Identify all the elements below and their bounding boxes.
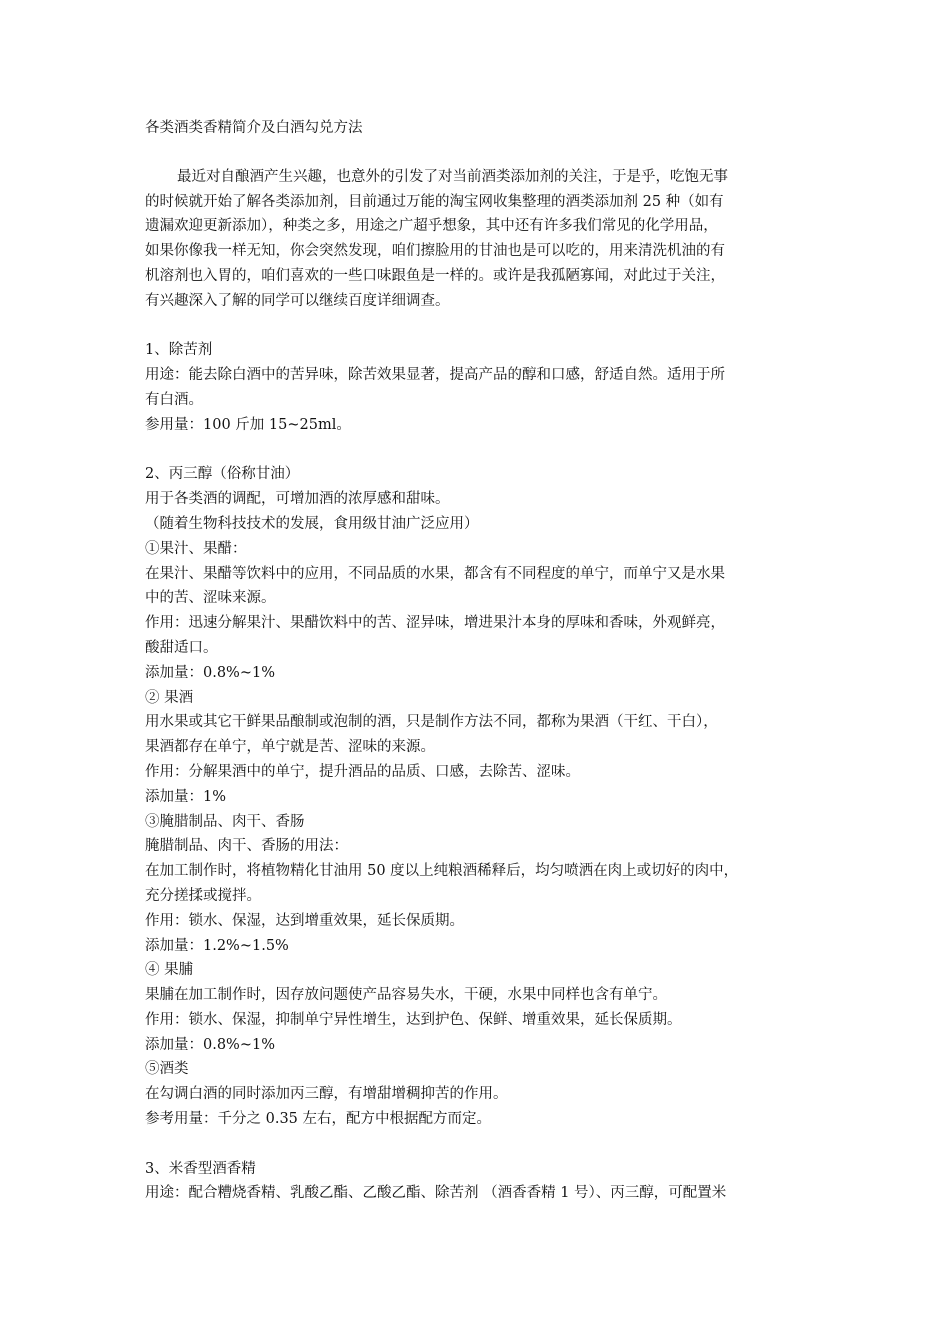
section-line: 作用：分解果酒中的单宁，提升酒品的品质、口感，去除苦、涩味。 [145, 763, 580, 780]
section-line: 在勾调白酒的同时添加丙三醇，有增甜增稠抑苦的作用。 [145, 1086, 508, 1103]
section-line: 添加量：1% [145, 788, 227, 805]
section-line: 用水果或其它干鲜果品酿制或泡制的酒，只是制作方法不同，都称为果酒（干红、干白）， [145, 714, 718, 731]
section-line: 在加工制作时，将植物精化甘油用 50 度以上纯粮酒稀释后，均匀喷洒在肉上或切好的肉中， [145, 863, 739, 880]
section-line: 充分搓揉或搅拌。 [145, 887, 261, 904]
section-line: 果酒都存在单宁，单宁就是苦、涩味的来源。 [145, 739, 435, 756]
section-line: 作用：锁水、保湿，抑制单宁异性增生，达到护色、保鲜、增重效果，延长保质期。 [145, 1011, 682, 1028]
section-heading: 2、丙三醇（俗称甘油） [145, 466, 300, 483]
section-line: 用于各类酒的调配，可增加酒的浓厚感和甜味。 [145, 491, 450, 508]
intro-line: 如果你像我一样无知，你会突然发现，咱们擦脸用的甘油也是可以吃的，用来清洗机油的有 [145, 243, 725, 260]
section-line: 作用：锁水、保湿，达到增重效果，延长保质期。 [145, 912, 464, 929]
section-line: 果脯在加工制作时，因存放问题使产品容易失水，干硬，水果中同样也含有单宁。 [145, 987, 667, 1004]
section-line: 添加量：0.8%~1% [145, 1036, 275, 1053]
intro-line: 的时候就开始了解各类添加剂，目前通过万能的淘宝网收集整理的酒类添加剂 25 种（如有 [145, 193, 724, 210]
section-line: 用途：配合糟烧香精、乳酸乙酯、乙酸乙酯、除苦剂 （酒香香精 1 号）、丙三醇，可配置米 [145, 1185, 727, 1202]
document-title: 各类酒类香精简介及白酒勾兑方法 [145, 120, 363, 136]
section-line: 参用量：100 斤加 15~25ml。 [145, 416, 351, 433]
section-heading: 3、米香型酒香精 [145, 1160, 256, 1177]
intro-line: 有兴趣深入了解的同学可以继续百度详细调查。 [145, 292, 450, 309]
section-line: 参考用量：千分之 0.35 左右，配方中根据配方而定。 [145, 1111, 492, 1128]
paragraph-gap [145, 314, 805, 339]
intro-line: 最近对自酿酒产生兴趣，也意外的引发了对当前酒类添加剂的关注，于是乎，吃饱无事 [177, 168, 728, 185]
section-line: 添加量：1.2%~1.5% [145, 937, 289, 954]
subsection-heading: ② 果酒 [145, 689, 194, 706]
section-line: 酸甜适口。 [145, 639, 218, 656]
section-line: （随着生物科技技术的发展，食用级甘油广泛应用） [145, 515, 479, 532]
paragraph-gap [145, 1132, 805, 1157]
subsection-heading: ①果汁、果醋： [145, 540, 247, 557]
section-line: 用途：能去除白酒中的苦异味，除苦效果显著，提高产品的醇和口感，舒适自然。适用于所 [145, 367, 725, 384]
section-line: 中的苦、涩味来源。 [145, 590, 276, 607]
section-line: 腌腊制品、肉干、香肠的用法： [145, 838, 348, 855]
intro-line: 机溶剂也入胃的，咱们喜欢的一些口味跟鱼是一样的。或许是我孤陋寡闻，对此过于关注， [145, 267, 725, 284]
intro-paragraph [145, 165, 805, 314]
section-line: 作用：迅速分解果汁、果醋饮料中的苦、涩异味，增进果汁本身的厚味和香味，外观鲜亮， [145, 615, 725, 632]
subsection-heading: ④ 果脯 [145, 962, 194, 979]
intro-line: 遗漏欢迎更新添加），种类之多，用途之广超乎想象，其中还有许多我们常见的化学用品， [145, 218, 718, 235]
section-glycerol [145, 462, 805, 1132]
section-rice-flavor-essence [145, 1157, 805, 1207]
section-line: 有白酒。 [145, 391, 203, 408]
document-body [145, 116, 805, 1206]
subsection-heading: ③腌腊制品、肉干、香肠 [145, 813, 305, 830]
section-debittering-agent [145, 338, 805, 437]
subsection-heading: ⑤酒类 [145, 1061, 189, 1078]
paragraph-gap [145, 438, 805, 463]
section-heading: 1、除苦剂 [145, 342, 213, 359]
section-line: 添加量：0.8%~1% [145, 664, 275, 681]
section-line: 在果汁、果醋等饮料中的应用，不同品质的水果，都含有不同程度的单宁，而单宁又是水果 [145, 565, 725, 582]
